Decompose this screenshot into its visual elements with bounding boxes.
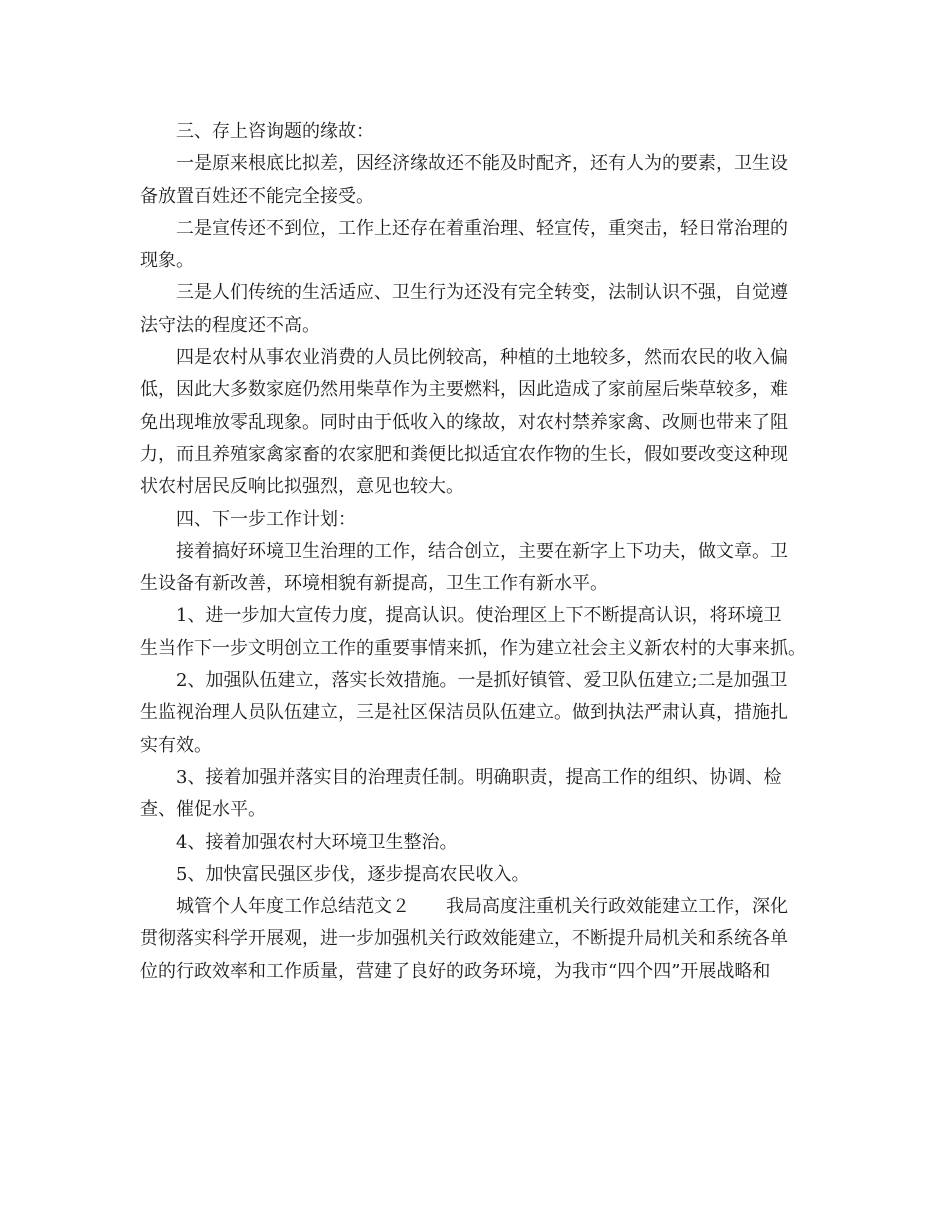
document-body [140,116,830,988]
text-line: 现象。 [140,250,194,272]
text-line: 城管个人年度工作总结范文２ 我局高度注重机关行政效能建立工作，深化 [176,896,788,918]
text-line: 备放置百姓还不能完全接受。 [140,185,374,207]
text-line: 位的行政效率和工作质量，营建了良好的政务环境，为我市“四个四”开展战略和 [140,960,771,982]
text-line: 5、加快富民强区步伐，逐步提高农民收入。 [176,863,530,885]
text-line: 状农村居民反响比拟强烈，意见也较大。 [140,476,464,498]
text-line: 三、存上咨询题的缘故： [176,121,374,142]
text-line: 生监视治理人员队伍建立，三是社区保洁员队伍建立。做到执法严肃认真，措施扎 [140,702,788,724]
text-line: 2、加强队伍建立，落实长效措施。一是抓好镇管、爱卫队伍建立;二是加强卫 [176,670,788,692]
text-line: 4、接着加强农村大环境卫生整治。 [176,831,458,853]
text-line: 1、进一步加大宣传力度，提高认识。使治理区上下不断提高认识，将环境卫 [176,605,782,627]
text-line: 贯彻落实科学开展观，进一步加强机关行政效能建立，不断提升局机关和系统各单 [140,928,788,950]
text-line: 低，因此大多数家庭仍然用柴草作为主要燃料，因此造成了家前屋后柴草较多，难 [140,379,788,401]
text-line: 四是农村从事农业消费的人员比例较高，种植的土地较多，然而农民的收入偏 [176,347,788,369]
text-line: 力，而且养殖家禽家畜的农家肥和粪便比拟适宜农作物的生长，假如要改变这种现 [140,443,788,465]
text-line: 四、下一步工作计划： [176,508,356,530]
text-line: 三是人们传统的生活适应、卫生行为还没有完全转变，法制认识不强，自觉遵 [176,282,788,304]
text-line: 免出现堆放零乱现象。同时由于低收入的缘故，对农村禁养家禽、改厕也带来了阻 [140,411,788,433]
text-line: 实有效。 [140,734,212,756]
text-line: 法守法的程度还不高。 [140,314,320,336]
text-line: 3、接着加强并落实目的治理责任制。明确职责，提高工作的组织、协调、检 [176,766,782,788]
text-line: 二是宣传还不到位，工作上还存在着重治理、轻宣传，重突击，轻日常治理的 [176,217,788,239]
text-line: 生设备有新改善，环境相貌有新提高，卫生工作有新水平。 [140,573,608,595]
text-line: 一是原来根底比拟差，因经济缘故还不能及时配齐，还有人为的要素，卫生设 [176,153,788,175]
text-line: 接着搞好环境卫生治理的工作，结合创立，主要在新字上下功夫，做文章。卫 [176,540,788,562]
text-line: 生当作下一步文明创立工作的重要事情来抓，作为建立社会主义新农村的大事来抓。 [140,637,806,659]
text-line: 查、催促水平。 [140,799,266,821]
